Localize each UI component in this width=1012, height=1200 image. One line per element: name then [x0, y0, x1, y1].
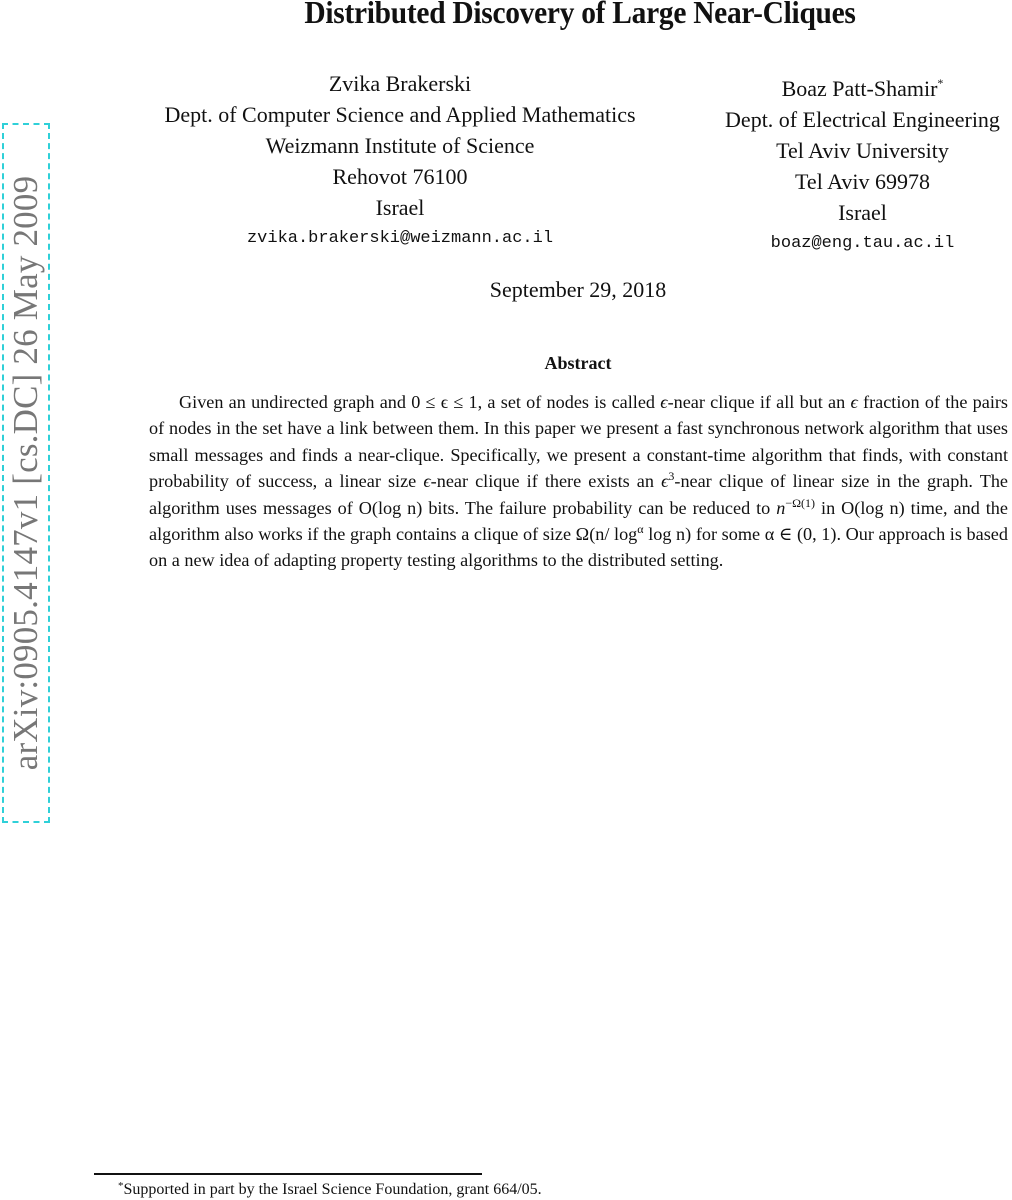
math: ϵ	[850, 392, 858, 412]
author-name: Zvika Brakerski	[328, 71, 472, 96]
footnote	[118, 1180, 542, 1199]
paper-date: September 29, 2018	[489, 277, 667, 302]
math: O(log n)	[841, 497, 905, 518]
author-dept: Dept. of Computer Science and Applied Mathematics	[164, 102, 636, 127]
author-email[interactable]: boaz@eng.tau.ac.il	[770, 234, 955, 253]
footnote-marker[interactable]: *	[937, 76, 944, 90]
abstract-heading: Abstract	[544, 353, 612, 373]
math: O(log n)	[358, 497, 423, 518]
math: n	[776, 497, 786, 518]
author-city: Rehovot 76100	[332, 164, 468, 189]
paper-title: Distributed Discovery of Large Near-Cliques	[304, 0, 856, 30]
author-dept: Dept. of Electrical Engineering	[725, 107, 1000, 132]
math: log n)	[643, 524, 692, 545]
math: ϵ	[660, 392, 668, 412]
author-name: Boaz Patt-Shamir*	[781, 76, 944, 101]
footnote-text: Supported in part by the Israel Science Foundation, grant 664/05.	[123, 1181, 542, 1198]
author-country: Israel	[375, 195, 425, 220]
footnote-mark: *	[118, 1180, 124, 1192]
author-block-2	[700, 68, 1012, 260]
footnote-rule	[94, 1173, 482, 1175]
math: α ∈ (0, 1)	[764, 524, 837, 545]
math: Ω(n/ log	[575, 524, 638, 545]
author-institution: Tel Aviv University	[776, 138, 949, 163]
arxiv-stamp-text: arXiv:0905.4147v1 [cs.DC] 26 May 2009	[6, 175, 45, 771]
author-institution: Weizmann Institute of Science	[265, 133, 535, 158]
math: ϵ	[661, 471, 669, 492]
math: 0 ≤ ϵ ≤ 1	[411, 392, 478, 412]
abstract-body: Given an undirected graph and 0 ≤ ϵ ≤ 1, a set of nodes is called ϵ-near clique if all but an ϵ fraction of the pairs of nodes in the set have a link between them. In this paper we present a fast synchronous network algorithm that uses small messages and finds a near-clique. Specifically, we present a constant-time algorithm that finds, with constant probability of success, a linear size ϵ-near clique if there exists an $\epsilon^3$-near clique of linear size in the graph. The algorithm uses messages of O(log n) bits. The failure probability can be reduced to $n^{-\Omega(1)}$ in O(log n) time, and the algorithm also works if the graph contains a clique of size Ω(n/ $\log^\alpha \log n$) for some α ∈ (0, 1). Our approach is based on a new idea of adapting property testing algorithms to the distributed setting.	[149, 392, 1009, 571]
author-email[interactable]: zvika.brakerski@weizmann.ac.il	[246, 229, 554, 248]
author-block-1	[140, 68, 660, 255]
math: ϵ	[423, 471, 431, 492]
author-city: Tel Aviv 69978	[795, 169, 930, 194]
author-country: Israel	[838, 200, 887, 225]
